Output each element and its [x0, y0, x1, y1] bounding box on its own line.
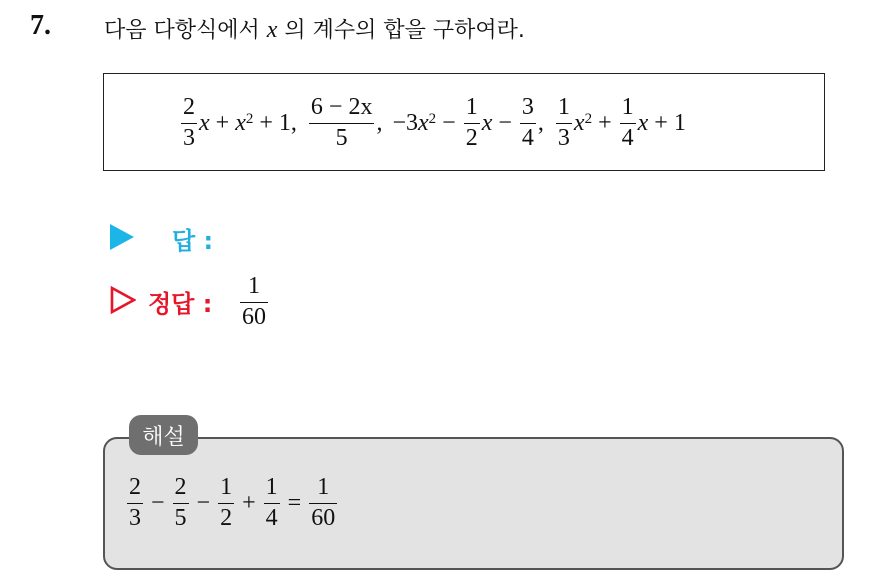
fraction: $\frac{1}{2}$	[465, 94, 478, 151]
problem-text-before: 다음 다항식에서	[104, 18, 267, 43]
problem-number: 7.	[30, 10, 51, 41]
fraction: $\frac{1}{4}$	[621, 94, 634, 151]
solution-tab: 해설	[129, 415, 198, 455]
problem-text-after: 의 계수의 합을 구하여라.	[277, 18, 525, 43]
solution-equation: $\frac{2}{3}$ − $\frac{2}{5}$ − $\frac{1}{2}$ + $\frac{1}{4}$ = $\frac{1}{60}$	[129, 474, 336, 531]
fraction: $\frac{6 - 2x}{5}$	[310, 94, 373, 151]
correct-answer-label: 정답 :	[148, 290, 213, 318]
polynomial-box	[103, 73, 825, 171]
problem-variable: x	[266, 17, 278, 43]
correct-answer-value: $\frac{1}{60}$	[242, 273, 266, 330]
answer-arrow-icon	[110, 224, 134, 250]
correct-answer-arrow-icon	[110, 286, 136, 314]
fraction: $\frac{3}{4}$	[521, 94, 534, 151]
problem-statement	[104, 13, 525, 44]
answer-label: 답 :	[172, 227, 214, 255]
polynomial-list: $\frac{2}{3}$ x + x $^2$ + 1 , $\frac{6 - 2x}{5}$ , −3 x $^2$ − $\frac{1}{2}$ x − $\frac{3}{4}$ , $\frac{1}{3}$ x $^2$ + $\frac{1}{4}$ x + 1	[183, 94, 686, 151]
fraction: $\frac{1}{3}$	[557, 94, 570, 151]
fraction: $\frac{2}{3}$	[183, 94, 195, 151]
